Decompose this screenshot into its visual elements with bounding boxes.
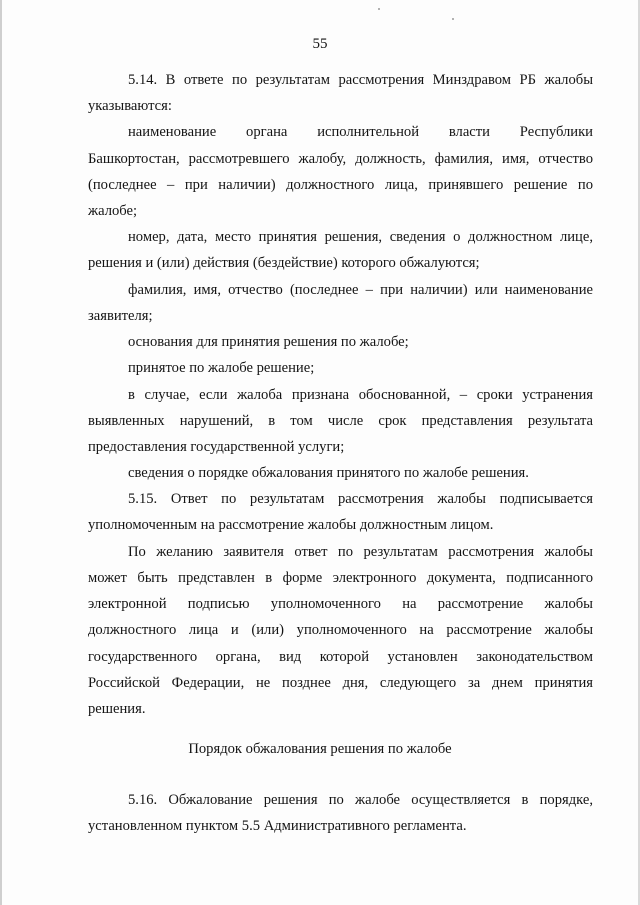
list-item-line: фамилия, имя, отчество (последнее – при наличии) или наименование (128, 282, 593, 298)
paragraph-5-15-line: уполномоченным на рассмотрение жалобы должностным лицом. (88, 517, 494, 533)
list-item-line: в случае, если жалоба признана обоснованной, – сроки устранения (128, 387, 593, 403)
list-item-line: заявителя; (88, 308, 153, 324)
paragraph-line: электронной подписью уполномоченного на рассмотрение жалобы (88, 596, 593, 612)
section-heading: Порядок обжалования решения по жалобе (188, 741, 452, 757)
paragraph-line: Российской Федерации, не позднее дня, следующего за днем принятия (88, 675, 593, 691)
list-item-line: (последнее – при наличии) должностного лица, принявшего решение по (88, 177, 593, 193)
paragraph-line: решения. (88, 701, 146, 717)
paragraph-5-14-line: указываются: (88, 98, 172, 114)
scan-speck (452, 18, 454, 20)
scan-speck (378, 8, 380, 10)
list-item-line: сведения о порядке обжалования принятого по жалобе решения. (128, 465, 529, 481)
scan-edge-left (0, 0, 2, 905)
list-item-line: номер, дата, место принятия решения, сведения о должностном лице, (128, 229, 593, 245)
list-item-line: принятое по жалобе решение; (128, 360, 315, 376)
list-item-line: решения и (или) действия (бездействие) которого обжалуются; (88, 255, 480, 271)
list-item-line: предоставления государственной услуги; (88, 439, 345, 455)
paragraph-line: государственного органа, вид которой установлен законодательством (88, 649, 593, 665)
list-item-line: Башкортостан, рассмотревшего жалобу, должность, фамилия, имя, отчество (88, 151, 593, 167)
paragraph-5-14-line: 5.14. В ответе по результатам рассмотрения Минздравом РБ жалобы (128, 72, 593, 88)
paragraph-5-16-line: установленном пунктом 5.5 Административного регламента. (88, 818, 467, 834)
page-number: 55 (312, 36, 328, 52)
list-item-line: основания для принятия решения по жалобе; (128, 334, 409, 350)
paragraph-5-16-line: 5.16. Обжалование решения по жалобе осуществляется в порядке, (128, 792, 593, 808)
paragraph-line: По желанию заявителя ответ по результатам рассмотрения жалобы (128, 544, 593, 560)
list-item-line: выявленных нарушений, в том числе срок представления результата (88, 413, 593, 429)
paragraph-line: может быть представлен в форме электронного документа, подписанного (88, 570, 593, 586)
paragraph-5-15-line: 5.15. Ответ по результатам рассмотрения жалобы подписывается (128, 491, 593, 507)
list-item-line: жалобе; (88, 203, 138, 219)
list-item-line: наименование органа исполнительной власти Республики (128, 124, 593, 140)
paragraph-line: должностного лица и (или) уполномоченного на рассмотрение жалобы (88, 622, 593, 638)
